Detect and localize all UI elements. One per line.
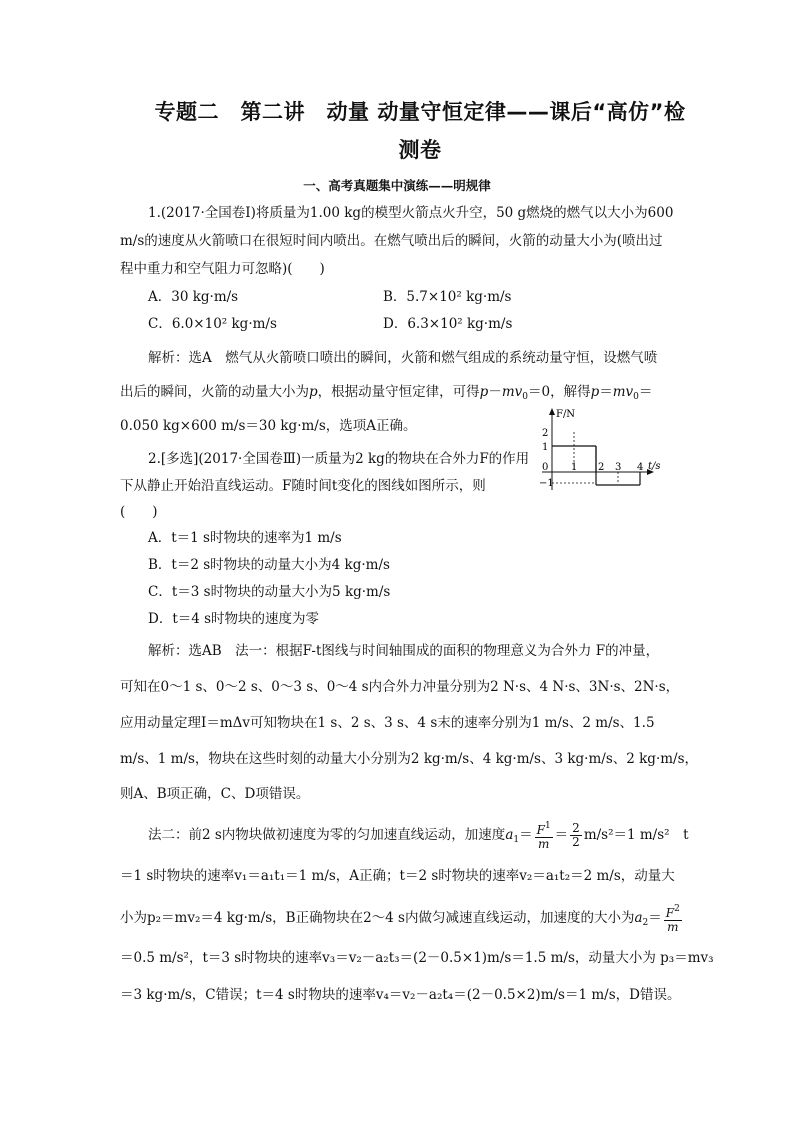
section-heading: 一、高考真题集中演练——明规律 bbox=[303, 178, 491, 193]
page-title: 专题二 第二讲 动量 动量守恒定律——课后“高仿”检 bbox=[154, 100, 686, 124]
q2-option-d: D．t＝4 s时物块的速度为零 bbox=[148, 611, 320, 627]
q2-method2-line-3: 小为p₂＝mv₂＝4 kg·m/s，B正确物块在2～4 s内做匀减速直线运动，加速度的大小为$a_2=$ $\frac{F^2}{m}$ bbox=[120, 904, 680, 934]
q2-option-c: C．t＝3 s时物块的动量大小为5 kg·m/s bbox=[148, 584, 391, 600]
force-time-graph bbox=[538, 406, 670, 498]
q1-option-d: D．6.3×10² kg·m/s bbox=[383, 316, 513, 332]
x-tick-4: 4 bbox=[637, 462, 644, 473]
x-axis-label: t/s bbox=[648, 461, 661, 472]
q1-option-b: B．5.7×10² kg·m/s bbox=[383, 289, 512, 305]
q2-method2-line-4: ＝0.5 m/s²，t＝3 s时物块的速率v₃＝v₂－a₂t₃＝(2－0.5×1)m/s＝1.5 m/s，动量大小为 p₃＝mv₃ bbox=[120, 950, 714, 966]
q1-solution-line-3: 0.050 kg×600 m/s＝30 kg·m/s，选项A正确。 bbox=[120, 418, 417, 434]
y-tick-0: 0 bbox=[542, 462, 549, 473]
q1-stem-line-1: 1.(2017·全国卷Ⅰ)将质量为1.00 kg的模型火箭点火升空，50 g燃烧的燃气以大小为600 bbox=[148, 205, 674, 221]
q2-solution-line-5: 则A、B项正确，C、D项错误。 bbox=[120, 786, 310, 802]
q2-solution-line-3: 应用动量定理I＝mΔv可知物块在1 s、2 s、3 s、4 s末的速率分别为1 m/s、2 m/s、1.5 bbox=[120, 715, 655, 731]
page-title-continued: 测卷 bbox=[398, 138, 442, 162]
q1-option-c: C．6.0×10² kg·m/s bbox=[148, 316, 277, 332]
q2-solution-line-2: 可知在0～1 s、0～2 s、0～3 s、0～4 s内合外力冲量分别为2 N·s、4 N·s、3N·s、2N·s， bbox=[120, 679, 680, 695]
force-time-graph-svg bbox=[538, 406, 670, 498]
x-tick-3: 3 bbox=[615, 462, 622, 473]
q2-option-b: B．t＝2 s时物块的动量大小为4 kg·m/s bbox=[148, 557, 390, 573]
q2-solution-line-4: m/s、1 m/s，物块在这些时刻的动量大小分别为2 kg·m/s、4 kg·m/s、3 kg·m/s、2 kg·m/s， bbox=[120, 751, 699, 767]
q2-stem-line-3: ( ) bbox=[120, 504, 158, 520]
y-axis-label: F/N bbox=[556, 409, 576, 420]
q1-solution-line-2: 出后的瞬间，火箭的动量大小为p，根据动量守恒定律，可得$p-mv_0=0$，解得$p=mv_0=$ bbox=[120, 384, 653, 402]
y-tick-1: 1 bbox=[542, 442, 549, 453]
q1-option-a: A．30 kg·m/s bbox=[148, 289, 239, 305]
q2-method2-line-2: ＝1 s时物块的速率v₁＝a₁t₁＝1 m/s，A正确；t＝2 s时物块的速率v₂＝a₁t₂＝2 m/s，动量大 bbox=[120, 868, 675, 884]
x-tick-1: 1 bbox=[571, 462, 578, 473]
q2-solution-line-1: 解析：选AB 法一：根据F-t图线与时间轴围成的面积的物理意义为合外力 F的冲量， bbox=[148, 643, 660, 659]
q2-option-a: A．t＝1 s时物块的速率为1 m/s bbox=[148, 530, 342, 546]
y-tick-neg1: −1 bbox=[539, 478, 554, 489]
q2-stem-line-2: 下从静止开始沿直线运动。F随时间t变化的图线如图所示，则 bbox=[120, 478, 486, 494]
q1-solution-line-1: 解析：选A 燃气从火箭喷口喷出的瞬间，火箭和燃气组成的系统动量守恒，设燃气喷 bbox=[148, 350, 658, 366]
force-series bbox=[552, 446, 640, 485]
y-tick-2: 2 bbox=[542, 428, 549, 439]
q1-stem-line-2: m/s的速度从火箭喷口在很短时间内喷出。在燃气喷出后的瞬间，火箭的动量大小为(喷出过 bbox=[120, 233, 663, 249]
q2-stem-line-1: 2.[多选](2017·全国卷Ⅲ)一质量为2 kg的物块在合外力F的作用 bbox=[148, 451, 530, 467]
q2-method2-line-1: 法二：前2 s内物块做初速度为零的匀加速直线运动，加速度$a_1=$ $\frac{F^1}{m}$ ＝ $\frac{2}{2}$ m/s²＝1 m/s² t bbox=[148, 821, 689, 851]
y-axis-arrow bbox=[549, 408, 555, 415]
q1-stem-line-3: 程中重力和空气阻力可忽略)( ) bbox=[120, 261, 325, 277]
x-tick-2: 2 bbox=[598, 462, 605, 473]
q2-method2-line-5: ＝3 kg·m/s，C错误；t＝4 s时物块的速率v₄＝v₂－a₂t₄＝(2－0.5×2)m/s＝1 m/s，D错误。 bbox=[120, 987, 681, 1003]
